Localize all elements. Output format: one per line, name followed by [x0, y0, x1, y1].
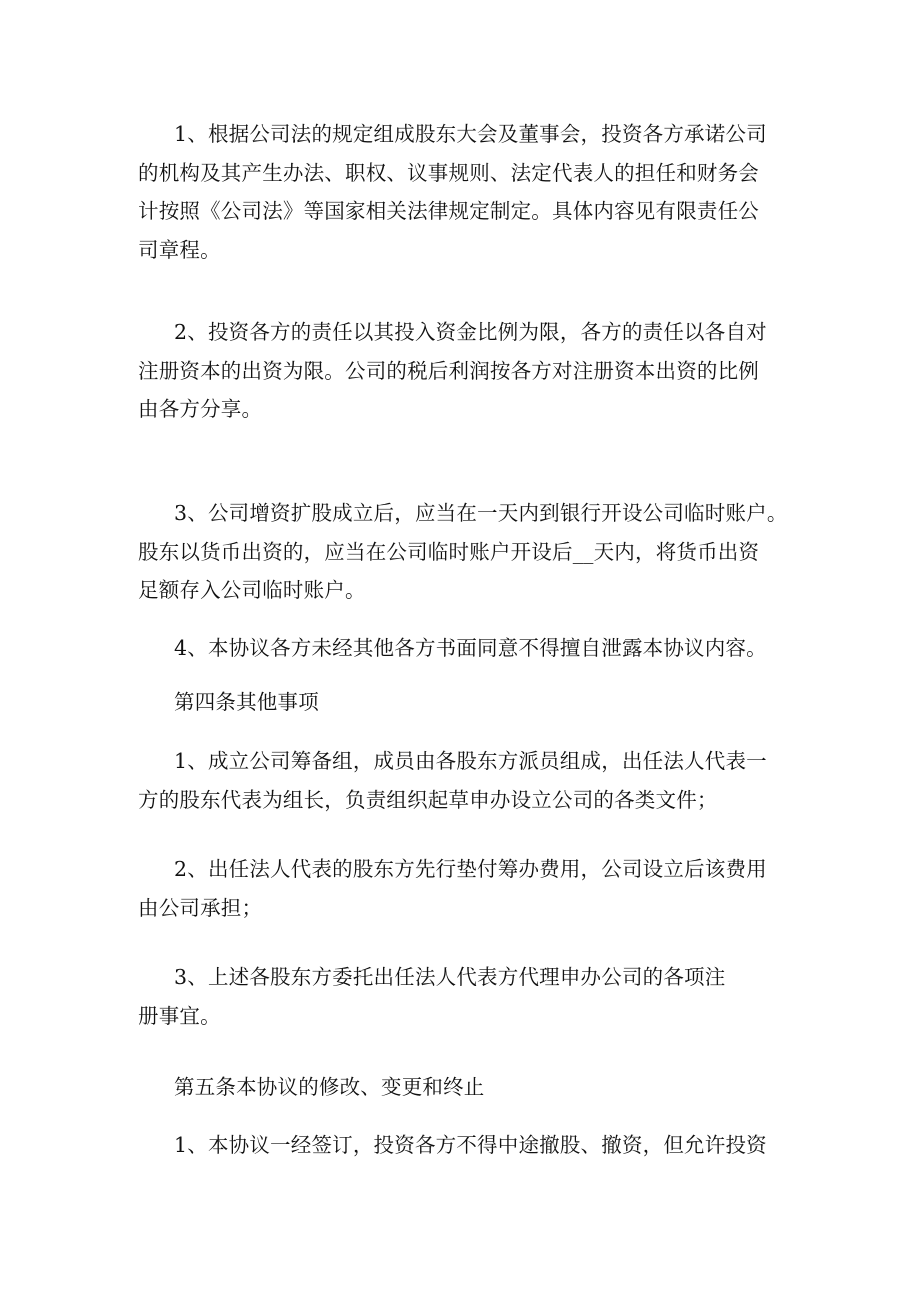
paragraph-2 — [138, 313, 790, 429]
paragraph-line: 方的股东代表为组长，负责组织起草申办设立公司的各类文件； — [138, 787, 718, 812]
paragraph-line: 册事宜。 — [138, 1003, 221, 1028]
paragraph-line: 的机构及其产生办法、职权、议事规则、法定代表人的担任和财务会 — [138, 160, 759, 185]
paragraph-line: 1、成立公司筹备组，成员由各股东方派员组成，出任法人代表一 — [174, 749, 767, 773]
paragraph-line: 2、出任法人代表的股东方先行垫付筹办费用，公司设立后该费用 — [174, 857, 767, 881]
paragraph-line: 由公司承担； — [138, 895, 263, 920]
paragraph-4 — [138, 629, 790, 668]
paragraph-8 — [138, 1126, 790, 1165]
paragraph-6 — [138, 850, 790, 927]
paragraph-5 — [138, 742, 790, 819]
paragraph-line: 股东以货币出资的，应当在公司临时账户开设后__天内，将货币出资 — [138, 539, 760, 564]
paragraph-line: 1、根据公司法的规定组成股东大会及董事会，投资各方承诺公司 — [174, 122, 767, 146]
paragraph-line: 4、本协议各方未经其他各方书面同意不得擅自泄露本协议内容。 — [174, 636, 767, 660]
paragraph-line: 注册资本的出资为限。公司的税后利润按各方对注册资本出资的比例 — [138, 358, 759, 383]
section-heading-4 — [138, 683, 790, 722]
paragraph-line: 足额存入公司临时账户。 — [138, 578, 366, 602]
paragraph-line: 2、投资各方的责任以其投入资金比例为限，各方的责任以各自对 — [174, 320, 767, 344]
paragraph-line: 3、上述各股东方委托出任法人代表方代理申办公司的各项注 — [174, 965, 726, 989]
section-heading-line: 第四条其他事项 — [174, 690, 319, 714]
paragraph-3 — [138, 494, 790, 610]
paragraph-7 — [138, 958, 790, 1035]
paragraph-line: 由各方分享。 — [138, 397, 263, 421]
paragraph-1 — [138, 115, 790, 269]
paragraph-line: 司章程。 — [138, 237, 221, 262]
section-heading-line: 第五条本协议的修改、变更和终止 — [174, 1075, 485, 1099]
paragraph-line: 计按照《公司法》等国家相关法律规定制定。具体内容见有限责任公 — [138, 199, 759, 223]
section-heading-5 — [138, 1068, 790, 1107]
paragraph-line: 1、本协议一经签订，投资各方不得中途撤股、撤资，但允许投资 — [174, 1133, 767, 1157]
paragraph-line: 3、公司增资扩股成立后，应当在一天内到银行开设公司临时账户。 — [174, 501, 788, 525]
